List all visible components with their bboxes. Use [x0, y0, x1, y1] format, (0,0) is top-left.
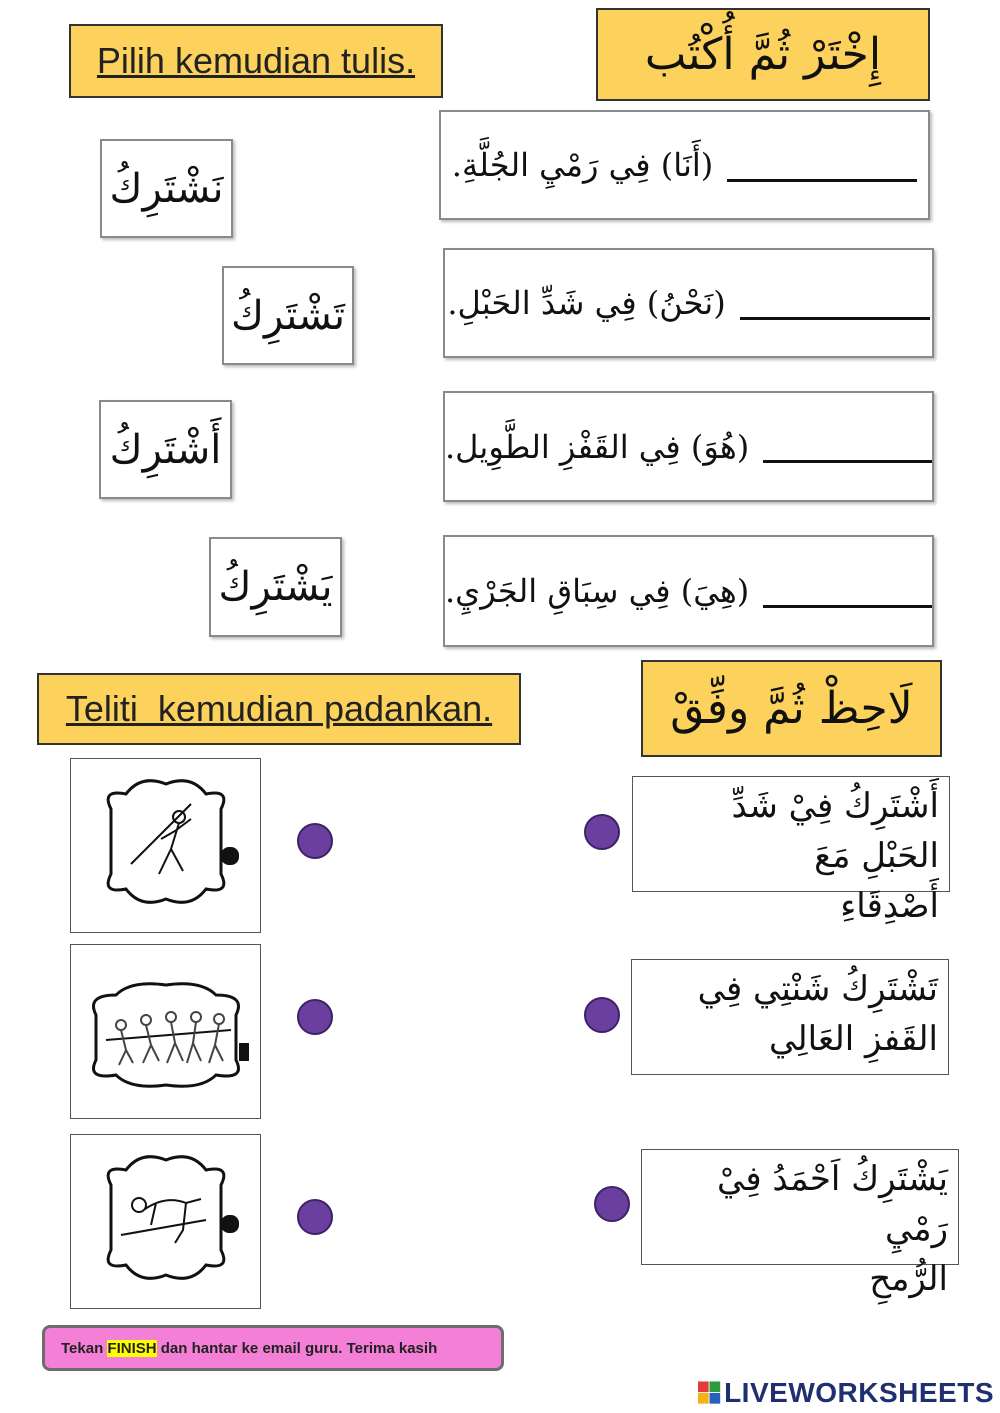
section2-title-arabic — [641, 660, 942, 757]
answer-blank-4[interactable] — [763, 575, 932, 608]
sentence-2 — [443, 248, 934, 358]
sentence-1-text: (أَنَا) فِي رَمْيِ الجُلَّةِ. — [451, 146, 714, 184]
match-sentence-2-line-1: تَشْتَرِكُ شَنْتِي فِي — [697, 969, 938, 1009]
sentence-4-text: (هِيَ) فِي سِبَاقِ الجَرْيِ. — [445, 572, 750, 610]
match-sentence-1-line-1: أَشْتَرِكُ فِيْ شَدِّ الحَبْلِ مَعَ — [731, 786, 939, 876]
choice-word-3[interactable]: أَشْتَرِكُ — [99, 400, 232, 499]
tug-of-war-icon — [71, 945, 259, 1117]
answer-blank-1[interactable] — [727, 149, 917, 182]
choice-word-1[interactable]: نَشْتَرِكُ — [100, 139, 233, 238]
right-match-dot-2[interactable] — [584, 997, 620, 1033]
match-sentence-2 — [631, 959, 949, 1075]
section2-title-latin-text: Teliti kemudian padankan. — [65, 688, 493, 729]
section2-title-latin — [37, 673, 521, 745]
footer-text-after: dan hantar ke email guru. Terima kasih — [156, 1339, 438, 1357]
footer-text-before: Tekan — [61, 1339, 108, 1357]
answer-blank-3[interactable] — [763, 430, 932, 463]
right-match-dot-3[interactable] — [594, 1186, 630, 1222]
javelin-throw-icon — [71, 759, 259, 931]
section1-title-arabic — [596, 8, 930, 101]
left-match-dot-3[interactable] — [297, 1199, 333, 1235]
answer-blank-2[interactable] — [740, 287, 930, 320]
match-sentence-3 — [641, 1149, 959, 1299]
match-sentence-2-line-2: القَفزِ العَالِي — [768, 1019, 938, 1059]
match-sentence-1 — [632, 776, 950, 926]
sentence-3 — [443, 391, 934, 502]
sentence-1 — [439, 110, 930, 220]
liveworksheets-logo — [698, 1376, 994, 1410]
javelin-throw-picture — [70, 758, 261, 933]
section1-title-latin-text: Pilih kemudian tulis. — [96, 40, 416, 81]
finish-highlight: FINISH — [107, 1339, 157, 1357]
high-jump-picture — [70, 1134, 261, 1309]
match-sentence-3-line-1: يَشْتَرِكُ اَحْمَدُ فِيْ رَمْيِ — [716, 1159, 948, 1249]
match-sentence-3-line-2: الرُّمحِ — [869, 1259, 948, 1299]
left-match-dot-1[interactable] — [297, 823, 333, 859]
right-match-dot-1[interactable] — [584, 814, 620, 850]
match-sentence-1-line-2: أَصْدِقَاءِ — [840, 886, 939, 926]
sentence-2-text: (نَحْنُ) فِي شَدِّ الحَبْلِ. — [447, 284, 726, 322]
liveworksheets-logo-icon — [698, 1380, 721, 1406]
choice-word-4[interactable]: يَشْتَرِكُ — [209, 537, 342, 637]
high-jump-icon — [71, 1135, 259, 1307]
sentence-4 — [443, 535, 934, 647]
section2-title-arabic-text: لَاحِظْ ثُمَّ وفِّقْ — [670, 683, 913, 734]
sentence-3-text: (هُوَ) فِي القَفْزِ الطَّوِيل. — [445, 427, 750, 466]
brand-name: LIVEWORKSHEETS — [724, 1377, 994, 1408]
section1-title-arabic-text: إِخْتَرْ ثُمَّ أُكْتُب — [644, 29, 882, 80]
section1-title-latin — [69, 24, 443, 98]
choice-word-2[interactable]: تَشْتَرِكُ — [222, 266, 354, 365]
footer-instruction — [42, 1325, 504, 1371]
left-match-dot-2[interactable] — [297, 999, 333, 1035]
tug-of-war-picture — [70, 944, 261, 1119]
